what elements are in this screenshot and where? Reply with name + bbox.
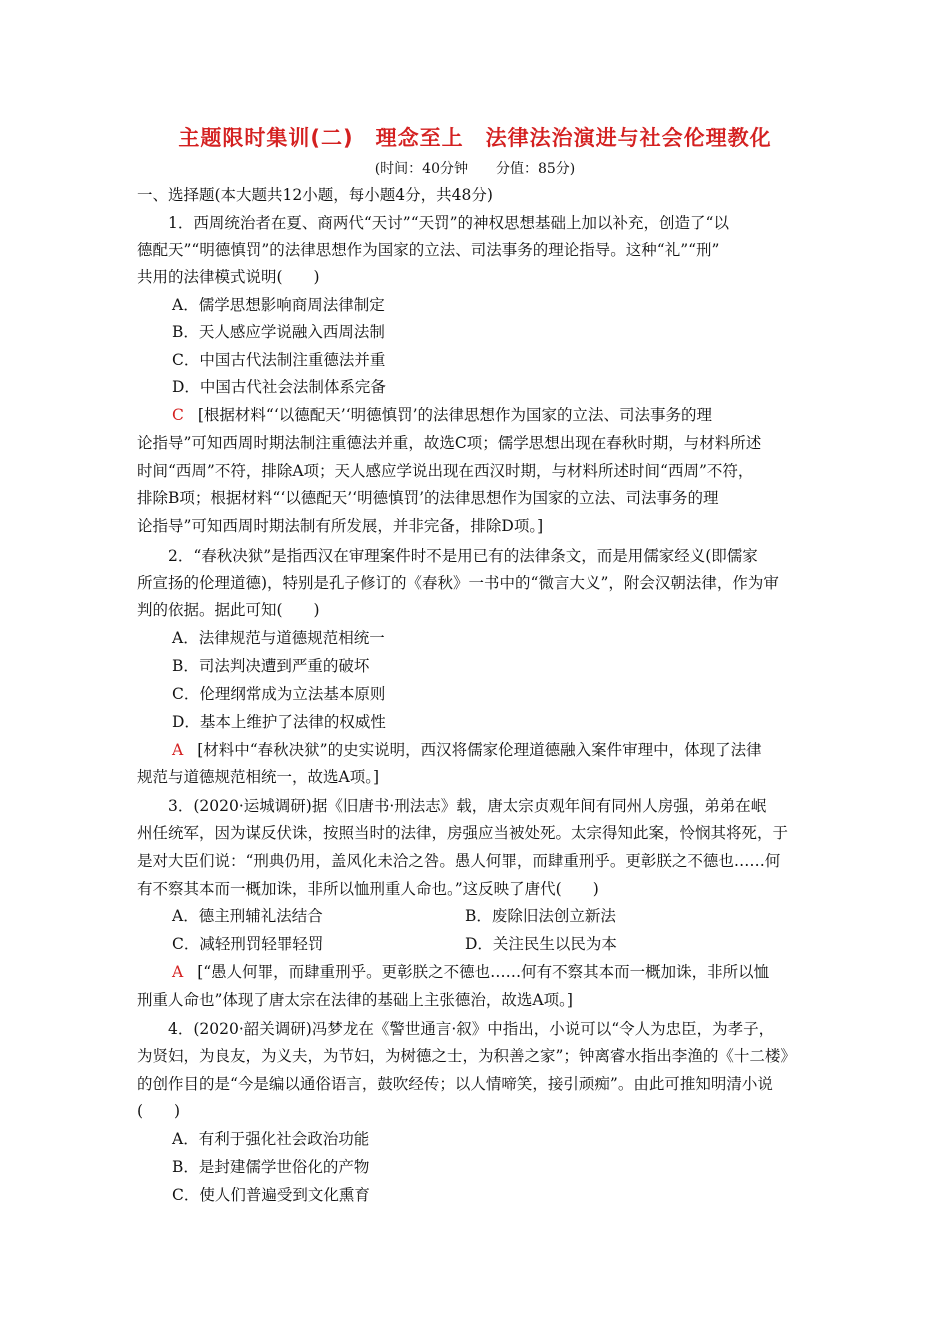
- option-b: B．天人感应学说融入西周法制: [172, 323, 385, 341]
- explanation-line: 论指导”可知西周时期法制注重德法并重，故选C项；儒学思想出现在春秋时期，与材料所述: [137, 434, 762, 452]
- answer-letter: A: [172, 741, 184, 759]
- explanation-line: 排除B项；根据材料“‘以德配天’‘明德慎罚’的法律思想作为国家的立法、司法事务的理: [137, 489, 719, 507]
- question-line: 有不察其本而一概加诛，非所以恤刑重人命也。”这反映了唐代( ): [137, 880, 599, 898]
- explanation-line: A [材料中“春秋决狱”的史实说明，西汉将儒家伦理道德融入案件审理中，体现了法律: [172, 741, 762, 759]
- question-line: 共用的法律模式说明( ): [137, 268, 320, 286]
- option-b: B．是封建儒学世俗化的产物: [172, 1158, 370, 1176]
- option-d: D．中国古代社会法制体系完备: [172, 378, 386, 396]
- option-d: D．关注民生以民为本: [465, 935, 617, 953]
- question-line: 为贤妇，为良友，为义夫，为节妇，为树德之士，为积善之家”；钟离睿水指出李渔的《十二楼》: [137, 1047, 796, 1065]
- question-line: 判的依据。据此可知( ): [137, 601, 320, 619]
- question-line: 州任统军，因为谋反伏诛，按照当时的法律，房强应当被处死。太宗得知此案，怜悯其将死，于: [137, 824, 789, 842]
- explanation-line: 论指导”可知西周时期法制有所发展，并非完备，排除D项。]: [137, 517, 544, 535]
- explanation-line: A [“愚人何罪，而肆重刑乎。更彰朕之不德也……何有不察其本而一概加诛，非所以恤: [172, 963, 770, 981]
- question-line: 是对大臣们说：“刑典仍用，盖风化未洽之咎。愚人何罪，而肆重刑乎。更彰朕之不德也……何: [137, 852, 781, 870]
- option-a: A．儒学思想影响商周法律制定: [172, 296, 385, 314]
- answer-letter: A: [172, 963, 184, 981]
- question-line: 3．(2020·运城调研)据《旧唐书·刑法志》载，唐太宗贞观年间有同州人房强，弟弟在岷: [168, 797, 767, 815]
- option-a: A．德主刑辅礼法结合: [172, 907, 323, 925]
- question-line: 2．“春秋决狱”是指西汉在审理案件时不是用已有的法律条文，而是用儒家经义(即儒家: [168, 547, 758, 565]
- option-c: C．减轻刑罚轻罪轻罚: [172, 935, 324, 953]
- title-main: 主题限时集训(二): [178, 126, 354, 150]
- page-title: [0, 122, 950, 152]
- question-line: 的创作目的是“今是编以通俗语言，鼓吹经传；以人情啼笑，接引顽痴”。由此可推知明清小说: [137, 1075, 773, 1093]
- option-b: B．废除旧法创立新法: [465, 907, 616, 925]
- explanation-line: 刑重人命也”体现了唐太宗在法律的基础上主张德治，故选A项。]: [137, 991, 573, 1009]
- title-part2: 法律法治演进与社会伦理教化: [485, 126, 772, 150]
- question-line: 1．西周统治者在夏、商两代“天讨”“天罚”的神权思想基础上加以补充，创造了“以: [168, 214, 729, 232]
- option-a: A．有利于强化社会政治功能: [172, 1130, 370, 1148]
- option-c: C．中国古代法制注重德法并重: [172, 351, 386, 369]
- question-line: 4．(2020·韶关调研)冯梦龙在《警世通言·叙》中指出，小说可以“令人为忠臣，为孝子，: [168, 1020, 775, 1038]
- option-d: D．基本上维护了法律的权威性: [172, 713, 386, 731]
- option-a: A．法律规范与道德规范相统一: [172, 629, 385, 647]
- question-line: 所宣扬的伦理道德)，特别是孔子修订的《春秋》一书中的“微言大义”，附会汉朝法律，作为审: [137, 574, 779, 592]
- option-c: C．使人们普遍受到文化熏育: [172, 1186, 370, 1204]
- exam-meta: (时间：40分钟 分值：85分): [374, 161, 576, 177]
- title-part1: 理念至上: [375, 126, 464, 150]
- option-b: B．司法判决遭到严重的破坏: [172, 657, 370, 675]
- explanation-line: 规范与道德规范相统一，故选A项。]: [137, 768, 379, 786]
- answer-letter: C: [172, 406, 184, 424]
- section-heading: 一、选择题(本大题共12小题，每小题4分，共48分): [137, 186, 493, 204]
- question-line: ( ): [137, 1102, 181, 1120]
- question-line: 德配天”“明德慎罚”的法律思想作为国家的立法、司法事务的理论指导。这种“礼”“刑”: [137, 241, 720, 259]
- option-c: C．伦理纲常成为立法基本原则: [172, 685, 386, 703]
- explanation-line: C [根据材料“‘以德配天’‘明德慎罚’的法律思想作为国家的立法、司法事务的理: [172, 406, 713, 424]
- explanation-line: 时间“西周”不符，排除A项；天人感应学说出现在西汉时期，与材料所述时间“西周”不符，: [137, 462, 754, 480]
